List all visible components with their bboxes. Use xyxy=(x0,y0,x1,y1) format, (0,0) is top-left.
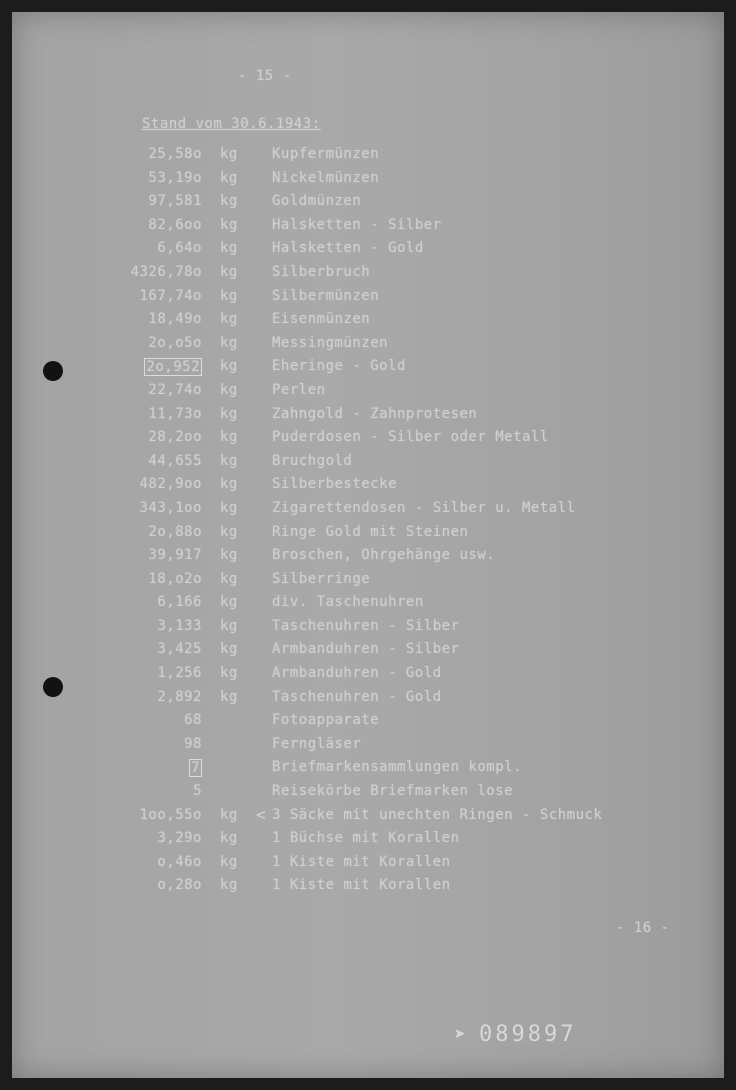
list-item xyxy=(12,524,724,548)
item-amount: o,46o xyxy=(157,853,202,870)
item-unit: kg xyxy=(220,594,238,611)
item-amount: 18,49o xyxy=(148,311,202,328)
list-item xyxy=(12,429,724,453)
item-amount: 6,166 xyxy=(157,594,202,611)
item-amount: 2o,o5o xyxy=(148,334,202,351)
item-amount: 1,256 xyxy=(157,665,202,682)
item-description: Briefmarkensammlungen kompl. xyxy=(272,759,523,776)
item-description: 1 Kiste mit Korallen xyxy=(272,877,451,894)
item-description: Halsketten - Silber xyxy=(272,216,442,233)
item-amount: 1oo,55o xyxy=(139,806,202,823)
item-unit: kg xyxy=(220,216,238,233)
list-item xyxy=(12,759,724,783)
list-item xyxy=(12,689,724,713)
item-description: Broschen, Ohrgehänge usw. xyxy=(272,547,496,564)
item-amount: 53,19o xyxy=(148,169,202,186)
item-unit: kg xyxy=(220,263,238,280)
item-description: 3 Säcke mit unechten Ringen - Schmuck xyxy=(272,806,603,823)
item-unit: kg xyxy=(220,452,238,469)
list-item xyxy=(12,382,724,406)
item-unit: kg xyxy=(220,405,238,422)
list-item xyxy=(12,170,724,194)
list-item xyxy=(12,804,724,831)
list-item xyxy=(12,453,724,477)
item-amount: 4326,78o xyxy=(130,263,202,280)
handwritten-tick-mark: < xyxy=(256,804,267,824)
item-amount: 22,74o xyxy=(148,381,202,398)
item-amount: 98 xyxy=(184,735,202,752)
list-item xyxy=(12,665,724,689)
item-amount: 3,133 xyxy=(157,617,202,634)
list-item xyxy=(12,783,724,807)
item-unit: kg xyxy=(220,665,238,682)
item-description: div. Taschenuhren xyxy=(272,594,424,611)
item-description: Silberbestecke xyxy=(272,476,398,493)
item-amount: 482,9oo xyxy=(139,476,202,493)
item-unit: kg xyxy=(220,877,238,894)
list-item xyxy=(12,240,724,264)
list-item xyxy=(12,217,724,241)
item-description: Nickelmünzen xyxy=(272,169,380,186)
item-description: Messingmünzen xyxy=(272,334,389,351)
item-unit: kg xyxy=(220,193,238,210)
page-number: - 15 - xyxy=(238,68,292,84)
item-amount: 44,655 xyxy=(148,452,202,469)
stamp-number: 089897 xyxy=(479,1022,577,1047)
inventory-list xyxy=(12,146,724,901)
item-description: Taschenuhren - Gold xyxy=(272,688,442,705)
item-description: Zahngold - Zahnprotesen xyxy=(272,405,478,422)
item-unit: kg xyxy=(220,381,238,398)
item-description: Zigarettendosen - Silber u. Metall xyxy=(272,499,576,516)
item-unit: kg xyxy=(220,169,238,186)
item-unit: kg xyxy=(220,523,238,540)
list-item xyxy=(12,193,724,217)
item-unit: kg xyxy=(220,570,238,587)
item-description: Puderdosen - Silber oder Metall xyxy=(272,429,549,446)
item-amount: 39,917 xyxy=(148,547,202,564)
item-description: Goldmünzen xyxy=(272,193,362,210)
item-unit: kg xyxy=(220,287,238,304)
list-item xyxy=(12,736,724,760)
item-unit: kg xyxy=(220,429,238,446)
item-unit: kg xyxy=(220,806,238,823)
item-unit: kg xyxy=(220,240,238,257)
next-page-number: - 16 - xyxy=(616,920,670,936)
item-unit: kg xyxy=(220,641,238,658)
list-item xyxy=(12,547,724,571)
item-unit: kg xyxy=(220,311,238,328)
archive-stamp xyxy=(454,1022,577,1047)
item-unit: kg xyxy=(220,358,238,375)
list-item xyxy=(12,854,724,878)
item-description: Kupfermünzen xyxy=(272,146,380,162)
list-item xyxy=(12,594,724,618)
item-unit: kg xyxy=(220,146,238,162)
item-description: 1 Kiste mit Korallen xyxy=(272,853,451,870)
item-description: Perlen xyxy=(272,381,326,398)
item-description: Ringe Gold mit Steinen xyxy=(272,523,469,540)
list-item xyxy=(12,146,724,170)
item-amount: 82,6oo xyxy=(148,216,202,233)
item-amount: 68 xyxy=(184,712,202,729)
list-item xyxy=(12,288,724,312)
item-description: Taschenuhren - Silber xyxy=(272,617,460,634)
item-amount: 25,58o xyxy=(148,146,202,162)
stamp-arrow-icon: ➤ xyxy=(454,1022,470,1046)
list-item xyxy=(12,712,724,736)
list-item xyxy=(12,311,724,335)
list-item xyxy=(12,830,724,854)
item-amount: 3,29o xyxy=(157,830,202,847)
list-item xyxy=(12,618,724,642)
item-description: Silberringe xyxy=(272,570,371,587)
item-amount: o,28o xyxy=(157,877,202,894)
list-item xyxy=(12,500,724,524)
item-amount: 6,64o xyxy=(157,240,202,257)
item-description: Armbanduhren - Silber xyxy=(272,641,460,658)
item-amount: 28,2oo xyxy=(148,429,202,446)
document-page xyxy=(12,12,724,1078)
item-unit: kg xyxy=(220,853,238,870)
list-item xyxy=(12,877,724,901)
item-unit: kg xyxy=(220,334,238,351)
item-description: 1 Büchse mit Korallen xyxy=(272,830,460,847)
item-description: Armbanduhren - Gold xyxy=(272,665,442,682)
item-amount: 97,581 xyxy=(148,193,202,210)
item-amount: 2,892 xyxy=(157,688,202,705)
item-description: Bruchgold xyxy=(272,452,353,469)
item-unit: kg xyxy=(220,830,238,847)
item-amount: 343,1oo xyxy=(139,499,202,516)
list-item xyxy=(12,641,724,665)
list-item xyxy=(12,335,724,359)
page-heading: Stand vom 30.6.1943: xyxy=(142,116,321,132)
list-item xyxy=(12,406,724,430)
item-amount: 3,425 xyxy=(157,641,202,658)
item-unit: kg xyxy=(220,617,238,634)
item-amount: 2o,88o xyxy=(148,523,202,540)
item-description: Reisekörbe Briefmarken lose xyxy=(272,783,514,800)
item-amount: 5 xyxy=(193,783,202,800)
item-unit: kg xyxy=(220,476,238,493)
item-description: Eisenmünzen xyxy=(272,311,371,328)
list-item xyxy=(12,358,724,382)
item-description: Ferngläser xyxy=(272,735,362,752)
item-description: Fotoapparate xyxy=(272,712,380,729)
item-description: Halsketten - Gold xyxy=(272,240,424,257)
item-amount: 18,o2o xyxy=(148,570,202,587)
item-unit: kg xyxy=(220,688,238,705)
item-amount-marked: 7 xyxy=(191,760,200,777)
item-description: Silberbruch xyxy=(272,263,371,280)
item-description: Eheringe - Gold xyxy=(272,358,406,375)
item-amount: 11,73o xyxy=(148,405,202,422)
list-item xyxy=(12,476,724,500)
item-amount-marked: 2o,952 xyxy=(146,359,200,376)
list-item xyxy=(12,571,724,595)
item-unit: kg xyxy=(220,547,238,564)
item-amount: 167,74o xyxy=(139,287,202,304)
item-description: Silbermünzen xyxy=(272,287,380,304)
list-item xyxy=(12,264,724,288)
item-unit: kg xyxy=(220,499,238,516)
